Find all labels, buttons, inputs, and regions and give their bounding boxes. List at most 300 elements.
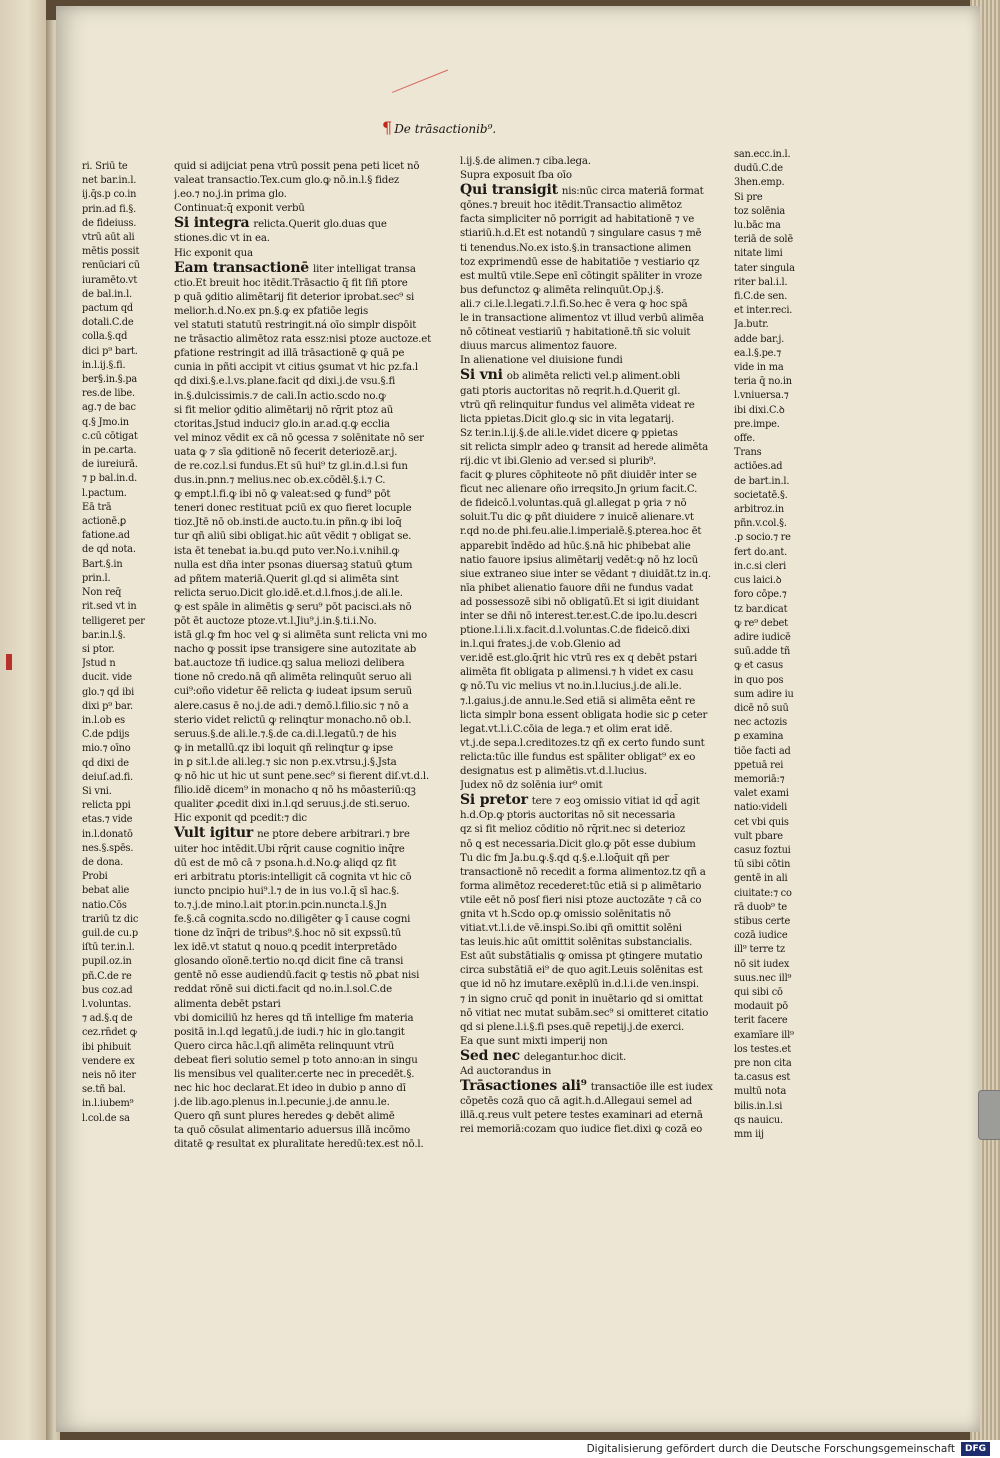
line-text: ⁊ in signo cruc̄ qd̄ ponit in inuētario qd̄ si omittat̄ — [460, 993, 703, 1005]
bleed-through-text — [4, 200, 44, 1250]
text-line — [82, 274, 160, 288]
text-line — [460, 582, 726, 596]
text-line — [82, 1055, 160, 1069]
line-text: Ad auctorandus in — [460, 1066, 552, 1077]
text-line — [734, 460, 826, 474]
line-text: neis nō iter — [82, 1070, 136, 1081]
line-text: dotali.C.de — [82, 317, 134, 329]
text-line — [460, 1079, 726, 1095]
line-text: stiariū.h.d.Et est notandū ⁊ singulare casus ⁊ mē — [460, 228, 702, 240]
text-line — [734, 745, 826, 759]
section-heading: Sed nec — [460, 1048, 520, 1064]
line-text: positā in.l.qd̄ legatū.j.de iudi.⁊ hic in glo.tangit — [174, 1026, 405, 1038]
text-line — [174, 347, 444, 361]
line-text: renūciari cū — [82, 260, 140, 272]
text-line — [174, 812, 444, 826]
text-line — [82, 884, 160, 898]
text-line — [82, 615, 160, 629]
line-text: seruus.§.de ali.le.⁊.§.de ca.di.l.legatū.⁊ de his — [174, 728, 397, 740]
line-text: vbi domiciliū hz heres qd̄ tñ intellige fm materia — [174, 1012, 414, 1024]
text-line — [82, 416, 160, 430]
line-text: Probi — [82, 871, 108, 883]
line-text: riter bal.i.l. — [734, 276, 788, 288]
line-text: qd̄ dixi de — [82, 757, 129, 769]
text-line — [460, 368, 726, 384]
text-line — [460, 312, 726, 326]
line-text: pactum qd̄ — [82, 303, 133, 315]
text-line — [460, 823, 726, 837]
text-line — [460, 751, 726, 765]
text-line — [82, 842, 160, 856]
line-text: ꝑfatione restringit ad illā trāsactionē ꝙ quā pe — [174, 348, 405, 360]
text-line — [82, 1041, 160, 1055]
line-text: los testes.et — [734, 1043, 791, 1055]
line-text: fi.C.de sen. — [734, 291, 788, 303]
text-line — [174, 885, 444, 899]
line-text: de dona. — [82, 856, 124, 868]
line-text: tater singula — [734, 262, 795, 274]
text-line — [734, 943, 826, 957]
text-line — [734, 560, 826, 574]
line-text: tas leuis.hic aūt omittit solēnitas substancialis. — [460, 937, 693, 949]
line-text: adire iudicē — [734, 631, 791, 643]
line-text: ij.q̄s.p co.in — [82, 189, 137, 201]
line-text: bus coz.ad — [82, 984, 133, 996]
text-line — [82, 501, 160, 515]
text-line — [734, 347, 826, 361]
line-text: ppetuā rei — [734, 759, 784, 771]
text-line — [734, 290, 826, 304]
text-line — [82, 188, 160, 202]
text-line — [82, 955, 160, 969]
text-line — [174, 770, 444, 784]
line-text: relicta.Querit glo.duas que — [253, 219, 387, 231]
line-text: in quo pos — [734, 674, 784, 686]
line-text: bar.in.l.§. — [82, 629, 126, 641]
line-text: cunia in pñti accipit vt citius ꝯsumat vt hic pz.fa.l — [174, 362, 418, 374]
line-text: tione dz īnq̄ri de tribus⁹.§.hoc nō sit expssū.tū — [174, 928, 402, 940]
text-line — [174, 899, 444, 913]
text-line — [734, 404, 826, 418]
text-line — [82, 458, 160, 472]
line-text: pōt ēt auctoze ptoze.vt.l.Jiu⁹.j.in.§.ti.i.No. — [174, 616, 377, 627]
text-line — [174, 1124, 444, 1138]
text-line — [734, 432, 826, 446]
text-line — [174, 998, 444, 1012]
line-text: terit facere — [734, 1015, 788, 1027]
line-text: relicta ppi — [82, 800, 131, 812]
line-text: valet exami — [734, 788, 789, 800]
text-line — [460, 1007, 726, 1021]
line-text: est multū vtile.Sepe enī cōtingit spāliter in vroze — [460, 270, 702, 282]
line-text: memoriā:⁊ — [734, 773, 785, 785]
text-line — [174, 160, 444, 174]
line-text: l.vniuersa.⁊ — [734, 390, 789, 402]
line-text: In alienatione vel diuisione fundi — [460, 355, 623, 367]
line-text: prin.ad fi.§. — [82, 203, 137, 215]
text-line — [174, 1096, 444, 1110]
text-line — [82, 487, 160, 501]
line-text: dudū.C.de — [734, 163, 783, 175]
line-text: vel statuti statutū restringit.ná oīo simpl̄r dispōit — [174, 320, 417, 332]
line-text: cez.rn̄det ꝙ — [82, 1027, 137, 1039]
text-line — [460, 427, 726, 441]
line-text: transactiōe ille est iudex — [590, 1082, 713, 1094]
line-text: j.de lib.ago.plenus in.l.pecunie.j.de annu.le. — [174, 1097, 390, 1109]
line-text: in.l.ob es — [82, 714, 125, 726]
line-text: trariū tz dic — [82, 913, 139, 925]
line-text: in.l.donatō — [82, 828, 133, 840]
text-line — [734, 844, 826, 858]
text-line — [174, 1040, 444, 1054]
line-text: pre.impe. — [734, 418, 780, 430]
text-line — [174, 361, 444, 375]
text-line — [734, 446, 826, 460]
line-text: ꝙ nō.Tu vic melius vt no.in.l.lucius.j.de ali.le. — [460, 681, 682, 693]
text-line — [460, 638, 726, 652]
line-text: qōnes.⁊ breuit hoc itēdit.Transactio alimētoz — [460, 200, 682, 212]
line-text: delegantur.hoc dicit. — [523, 1051, 627, 1063]
line-text: de fideiuss. — [82, 217, 137, 229]
line-text: designatus est p alimētis.vt.d.l.lucius. — [460, 766, 647, 778]
line-text: Ja.butr. — [734, 319, 769, 331]
text-line — [460, 709, 726, 723]
text-line — [460, 568, 726, 582]
line-text: l.pactum. — [82, 487, 127, 499]
text-line — [82, 1083, 160, 1097]
line-text: stibus certe — [734, 915, 791, 927]
text-line — [82, 401, 160, 415]
text-line — [460, 199, 726, 213]
text-line — [460, 183, 726, 199]
line-text: c.cū cōtigat — [82, 430, 138, 442]
line-text: l.voluntas. — [82, 998, 132, 1010]
text-line — [174, 784, 444, 798]
text-line — [174, 432, 444, 446]
line-text: tione nō credo.nā qñ alimēta relinquūt seruo ali — [174, 672, 412, 684]
text-line — [82, 686, 160, 700]
line-text: relicta:tūc ille fundus est spāliter obligat⁹ ex eo — [460, 751, 696, 763]
line-text: iſtū ter.in.l. — [82, 942, 135, 954]
text-line — [734, 858, 826, 872]
text-line — [82, 345, 160, 359]
text-line — [734, 219, 826, 233]
text-line — [174, 488, 444, 502]
line-text: gentē in ali — [734, 873, 788, 885]
line-text: etas.⁊ vide — [82, 814, 133, 826]
line-text: dus.in.pnn.⁊ melius.nec ob.ex.cōdēl.§.i.⁊ C. — [174, 475, 386, 487]
text-line — [734, 830, 826, 844]
line-text: ꝑ examina — [734, 731, 784, 743]
text-line — [174, 232, 444, 246]
text-line — [82, 1097, 160, 1111]
line-text: in.l.qui frates.j.de v.ob.Glenio ad — [460, 639, 621, 651]
text-line — [174, 671, 444, 685]
line-text: licta simpl̄r bona essent obligata hodie sic ꝑ ceter — [460, 709, 708, 721]
text-line — [734, 688, 826, 702]
line-text: ea.l.§.pe.⁊ — [734, 347, 781, 359]
text-line — [734, 1057, 826, 1071]
text-line — [460, 723, 726, 737]
text-line — [460, 1035, 726, 1049]
text-line — [734, 162, 826, 176]
text-line — [734, 503, 826, 517]
line-text: diuus marcus alimentoz fauore. — [460, 341, 618, 353]
text-line — [174, 685, 444, 699]
line-text: ri. Sriū te — [82, 161, 128, 172]
line-text: Bart.§.in — [82, 558, 123, 570]
line-text: de bart.in.l. — [734, 475, 790, 487]
line-text: ditatē ꝙ resultat ex pluralitate heredū:tex.est nō.l. — [174, 1139, 424, 1151]
line-text: ad possessozē sibi nō obligatū.Et si igit diuidant — [460, 596, 700, 608]
text-line — [174, 643, 444, 657]
line-text: si ptor. — [82, 643, 115, 655]
line-text: Sz ter.in.l.ij.§.de ali.le.videt dicere ꝙ ppietas — [460, 427, 678, 439]
line-text: circa substātiā ei⁹ de quo agit.Leuis solēnitas est — [460, 965, 703, 977]
line-text: r.qd̄ no.de phi.feu.alie.l.imperialē.§.pterea.hoc ēt — [460, 526, 702, 538]
text-line — [460, 1049, 726, 1065]
rubric-marker — [6, 654, 12, 670]
text-line — [174, 913, 444, 927]
text-line — [82, 1026, 160, 1040]
text-line — [734, 986, 826, 1000]
line-text: multū nota — [734, 1086, 787, 1098]
text-line — [174, 756, 444, 770]
line-text: suus.nec ill⁹ — [734, 972, 792, 984]
line-text: toz exprimendū esse de habitatiōe ⁊ vestiario qz — [460, 256, 700, 268]
line-text: liter intelligat transa — [313, 263, 416, 275]
text-line — [174, 871, 444, 885]
line-text: p quā ꝯditio alimētarij fit deterior iprobat.sec⁹ si — [174, 291, 415, 303]
text-line — [460, 155, 726, 169]
text-line — [174, 390, 444, 404]
line-text: de qd̄ nota. — [82, 544, 136, 556]
line-text: vt.j.de sepa.l.creditozes.tz qñ ex certo fundo sunt — [460, 737, 705, 749]
line-text: ad pñtem materiā.Querit gl.qd̄ si alimēta sint — [174, 573, 399, 585]
text-line — [82, 359, 160, 373]
line-text: pñn.v.col.§. — [734, 518, 787, 530]
text-line — [82, 515, 160, 529]
line-text: apparebit īndēdo ad hūc.§.nā hic phibebat alie — [460, 540, 691, 552]
text-line — [734, 603, 826, 617]
text-line — [460, 908, 726, 922]
line-text: qs nauicu. — [734, 1114, 783, 1126]
line-text: nō ꝗ est necessaria.Dicit glo.ꝙ pōt esse dubium — [460, 838, 696, 850]
text-line — [174, 202, 444, 216]
text-line — [82, 728, 160, 742]
line-text: gentē nō esse audiendū.facit ꝙ testis nō ꝓbat nisi — [174, 970, 420, 982]
section-heading: Vult igitur — [174, 826, 254, 842]
text-line — [82, 870, 160, 884]
line-text: cus laici.ꝺ — [734, 575, 782, 587]
line-text: siue extraneo siue inter se vēdant ⁊ diuidāt.tz in.q. — [460, 568, 711, 580]
line-text: ill⁹ terre tz — [734, 944, 785, 956]
text-line — [82, 529, 160, 543]
text-line — [174, 446, 444, 460]
line-text: cet vbi quis — [734, 816, 789, 828]
line-text: qui sibi cō — [734, 986, 783, 998]
line-text: valeat transactio.Tex.cum glo.ꝙ nō.in.l.§ fidez — [174, 175, 400, 187]
line-text: nitate limi — [734, 248, 783, 260]
text-line — [82, 913, 160, 927]
text-line — [174, 700, 444, 714]
text-line — [82, 373, 160, 387]
section-heading: Si pretor — [460, 793, 528, 809]
text-line — [734, 375, 826, 389]
line-text: cozā iudice — [734, 930, 788, 942]
line-text: lis mensibus vel qualiter.certe nec in precedēt.§. — [174, 1069, 415, 1080]
text-line — [174, 188, 444, 202]
text-line — [734, 915, 826, 929]
line-text: arbitroz.in — [734, 504, 784, 516]
line-text: rij.dic vt ibi.Glenio ad ver.sed si plurib⁹. — [460, 455, 657, 467]
line-text: vtrū aūt ali — [82, 232, 135, 244]
text-line — [82, 288, 160, 302]
line-text: ⁊.l.gaius.j.de annu.le.Sed etiā si alimēta eēnt re — [460, 695, 696, 707]
line-text: suū.adde tñ — [734, 646, 791, 658]
line-text: vitiat.vt.l.i.de vē.inspi.So.ibi qñ omittit solēni — [460, 923, 682, 935]
section-heading: Si vni — [460, 368, 503, 384]
line-text: eri arbitratu ptoris:intelligit cā cognita vt hic cō — [174, 871, 412, 883]
text-line — [460, 838, 726, 852]
text-line — [174, 857, 444, 871]
text-line — [460, 227, 726, 241]
line-text: ta quō cōsulat alimentario aduersus illā incōmo — [174, 1125, 411, 1137]
text-line — [82, 572, 160, 586]
text-line — [82, 430, 160, 444]
line-text: bus defunctoz ꝙ alimēta relinquūt.Op.j.§. — [460, 284, 664, 296]
text-line — [82, 558, 160, 572]
text-line — [734, 674, 826, 688]
line-text: ꝙ et casus — [734, 660, 784, 672]
line-text: stiones.dic vt in ea. — [174, 233, 270, 245]
line-text: de iureiurā. — [82, 459, 138, 471]
text-line — [82, 813, 160, 827]
footer-text: Digitalisierung gefördert durch die Deutsche Forschungsgemeinschaft — [586, 1443, 955, 1455]
text-line — [460, 298, 726, 312]
line-text: ciuitate:⁊ co — [734, 887, 792, 899]
text-line — [734, 716, 826, 730]
text-line — [174, 969, 444, 983]
text-line — [174, 1054, 444, 1068]
text-line — [82, 899, 160, 913]
line-text: mētis possit — [82, 246, 140, 258]
line-text: in pe.carta. — [82, 445, 137, 457]
dfg-logo: DFG — [961, 1442, 990, 1456]
line-text: filio.idē dicem⁹ in monacho q nō h̄s mōasteriū:qꝫ — [174, 785, 416, 797]
line-text: ag.⁊ de bac — [82, 402, 136, 414]
text-line — [460, 354, 726, 368]
line-text: ꝙ re⁹ debet — [734, 617, 788, 629]
line-text: de bal.in.l. — [82, 288, 132, 300]
text-line — [460, 1095, 726, 1109]
text-line — [174, 843, 444, 857]
text-line — [734, 361, 826, 375]
text-line — [734, 816, 826, 830]
line-text: uiter hoc intēdit.Ubi rq̄rit̄ cause cognitio inq̄re — [174, 843, 405, 855]
line-text: j.eo.⁊ no.j.in prima glo. — [174, 189, 287, 201]
line-text: telligeret per — [82, 615, 145, 627]
text-line — [174, 728, 444, 742]
line-text: teriā de solē — [734, 234, 793, 246]
line-text: iuramēto.vt — [82, 274, 138, 286]
line-text: Tu dic fm Ja.bu.ꝙ.§.qd̄ q.§.e.l.loq̄uit qñ per — [460, 852, 670, 864]
line-text: natio fauore ipsius alimētarij vedēt:ꝙ nō hz locū — [460, 554, 699, 566]
text-line — [734, 418, 826, 432]
line-text: in.§.dulcissimis.⁊ de cali.In actio.scdo no.ꝙ — [174, 390, 386, 402]
line-text: Eā trā — [82, 501, 112, 513]
text-line — [460, 413, 726, 427]
line-text: guil.de cu.p — [82, 927, 138, 939]
text-line — [174, 615, 444, 629]
line-text: mio.⁊ oīno — [82, 743, 131, 755]
text-line — [82, 785, 160, 799]
gloss-column-right — [734, 148, 826, 1158]
line-text: to.⁊.j.de mino.l.ait ptor.in.pcin.nuncta.l.§.Jn — [174, 899, 387, 911]
line-text: sterio videt relictū ꝙ relinqtur monacho.nō ob.l. — [174, 714, 412, 726]
text-line — [734, 645, 826, 659]
text-line — [82, 1012, 160, 1026]
line-text: debeat fieri solutio semel p toto anno:an in singu — [174, 1054, 418, 1066]
text-line — [460, 540, 726, 554]
text-line — [174, 319, 444, 333]
line-text: melior.h.d.No.ex pn.§.ꝙ ex pfatiōe legis — [174, 305, 368, 317]
text-line — [460, 1021, 726, 1035]
text-line — [82, 856, 160, 870]
text-line — [734, 1100, 826, 1114]
text-line — [174, 333, 444, 347]
text-line — [734, 588, 826, 602]
text-line — [734, 929, 826, 943]
line-text: 3hen.emp. — [734, 177, 785, 189]
line-text: Quero qñ sunt plures heredes ꝙ debēt alimē — [174, 1111, 395, 1123]
line-text: pre non cita — [734, 1058, 792, 1069]
line-text: transactionē nō recedit a forma alimentoz.tz qñ a — [460, 866, 706, 878]
text-line — [734, 262, 826, 276]
text-line — [734, 631, 826, 645]
line-text: ali.⁊ ci.le.l.legati.⁊.l.fi.So.hec ē vera ꝙ hoc spā — [460, 298, 688, 310]
text-line — [460, 525, 726, 539]
text-line — [174, 1012, 444, 1026]
text-line — [174, 798, 444, 812]
text-line — [734, 773, 826, 787]
line-text: ctio.Et breuit hoc itēdit.Trāsactio q̄ fit ſiñ ptore — [174, 277, 408, 289]
line-text: dixi p⁹ bar. — [82, 700, 133, 712]
line-text: alimēta fit obligata p alimensi.⁊ h videt ex casu — [460, 667, 694, 679]
text-line — [82, 970, 160, 984]
line-text: Est aūt substātialis ꝙ omissa pt ꝯtingere mutatio — [460, 951, 703, 963]
line-text: si fit melior ꝯditio alimētarij nō rq̄rit̄ ptoz aū — [174, 404, 394, 416]
paragraph-mark-icon: ¶ — [382, 118, 393, 137]
line-text: Si pre — [734, 191, 763, 203]
text-line — [174, 305, 444, 319]
paper-clip — [978, 1090, 1000, 1140]
text-line — [460, 695, 726, 709]
text-line — [82, 444, 160, 458]
text-line — [174, 714, 444, 728]
line-text: offe. — [734, 433, 756, 445]
text-line — [460, 385, 726, 399]
text-line — [82, 1112, 160, 1126]
text-line — [734, 887, 826, 901]
text-line — [734, 546, 826, 560]
text-line — [460, 1109, 726, 1123]
text-line — [82, 543, 160, 557]
line-text: q.§ Jmo.in — [82, 416, 129, 428]
text-line — [174, 460, 444, 474]
line-text: alimenta debēt pstari — [174, 998, 281, 1010]
section-heading: Eam transactionē — [174, 260, 310, 276]
